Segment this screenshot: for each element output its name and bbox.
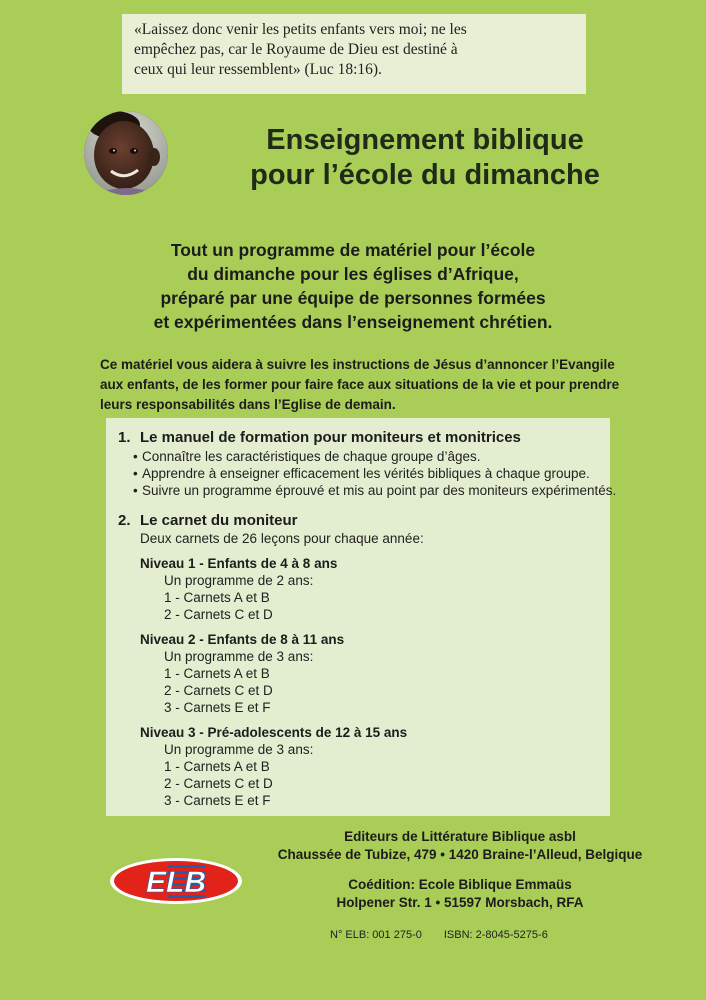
intro-line: du dimanche pour les églises d’Afrique,: [187, 264, 519, 284]
elb-number: N° ELB: 001 275-0: [330, 929, 422, 941]
level-3-lines: [164, 741, 600, 809]
child-photo-illustration: [84, 111, 168, 195]
level-line: 1 - Carnets A et B: [164, 590, 270, 605]
bullet-item: • Apprendre à enseigner efficacement les vérités bibliques à chaque groupe.: [133, 465, 600, 482]
paragraph-line: leurs responsabilités dans l’Eglise de demain.: [100, 397, 396, 412]
publisher-name: Editeurs de Littérature Biblique asbl: [344, 829, 576, 844]
section-2-title: Le carnet du moniteur: [140, 512, 298, 529]
level-line: 3 - Carnets E et F: [164, 793, 271, 808]
level-1-lines: [164, 572, 600, 623]
level-line: Un programme de 3 ans:: [164, 742, 314, 757]
section-1-title: Le manuel de formation pour moniteurs et monitrices: [140, 429, 521, 446]
publisher-info: [250, 828, 670, 912]
paragraph-line: aux enfants, de les former pour faire face aux situations de la vie et pour prendre: [100, 377, 620, 392]
intro-line: préparé par une équipe de personnes formées: [160, 288, 546, 308]
quote-line: ceux qui leur ressemblent» (Luc 18:16).: [134, 61, 382, 78]
codes-row: [330, 929, 610, 941]
level-2: [140, 631, 600, 716]
level-line: 2 - Carnets C et D: [164, 683, 273, 698]
section-2-subtitle: Deux carnets de 26 leçons pour chaque année:: [140, 531, 424, 546]
level-line: 3 - Carnets E et F: [164, 700, 271, 715]
elb-logo: [108, 856, 244, 906]
level-line: Un programme de 3 ans:: [164, 649, 314, 664]
section-1-heading: [118, 428, 600, 447]
title-line-1: Enseignement biblique: [266, 124, 584, 156]
content-panel: [106, 418, 617, 816]
coedition-address: Holpener Str. 1 • 51597 Morsbach, RFA: [336, 895, 584, 910]
title-line-2: pour l’école du dimanche: [250, 159, 600, 191]
section-1-bullet-list: [133, 448, 617, 499]
intro-line: Tout un programme de matériel pour l’école: [170, 240, 536, 260]
level-3-title: Niveau 3 - Pré-adolescents de 12 à 15 ans: [140, 725, 408, 740]
elb-logo-graphic: [108, 856, 244, 906]
paragraph-line: Ce matériel vous aidera à suivre les instructions de Jésus d’annoncer l’Evangile: [100, 357, 615, 372]
level-2-lines: [164, 648, 600, 716]
isbn-number: ISBN: 2-8045-5275-6: [443, 929, 548, 941]
level-line: 2 - Carnets C et D: [164, 776, 273, 791]
bullet-item: • Suivre un programme éprouvé et mis au point par des moniteurs expérimentés.: [133, 482, 600, 499]
bullet-item: • Connaître les caractéristiques de chaque groupe d’âges.: [133, 448, 600, 465]
intro-line: et expérimentées dans l’enseignement chrétien.: [153, 312, 553, 332]
intro-text: [40, 238, 666, 334]
bible-quote-box: [122, 14, 586, 94]
elb-logo-text: ELB: [146, 866, 206, 899]
section-2-number: 2.: [118, 512, 131, 529]
level-2-title: Niveau 2 - Enfants de 8 à 11 ans: [140, 632, 345, 647]
level-1-title: Niveau 1 - Enfants de 4 à 8 ans: [140, 556, 338, 571]
page-title: [190, 123, 660, 193]
quote-line: «Laissez donc venir les petits enfants vers moi; ne les: [134, 21, 467, 38]
description-paragraph: [100, 355, 660, 415]
level-line: 1 - Carnets A et B: [164, 759, 270, 774]
level-line: 1 - Carnets A et B: [164, 666, 270, 681]
level-line: 2 - Carnets C et D: [164, 607, 273, 622]
quote-line: empêchez pas, car le Royaume de Dieu est destiné à: [134, 41, 458, 58]
publisher-address: Chaussée de Tubize, 479 • 1420 Braine-l’Alleud, Belgique: [277, 847, 643, 862]
section-1-number: 1.: [118, 429, 131, 446]
level-line: Un programme de 2 ans:: [164, 573, 314, 588]
coedition-name: Coédition: Ecole Biblique Emmaüs: [348, 877, 572, 892]
level-1: [140, 555, 600, 623]
section-2-heading: [118, 511, 600, 530]
child-photo: [84, 111, 168, 195]
level-3: [140, 724, 600, 809]
